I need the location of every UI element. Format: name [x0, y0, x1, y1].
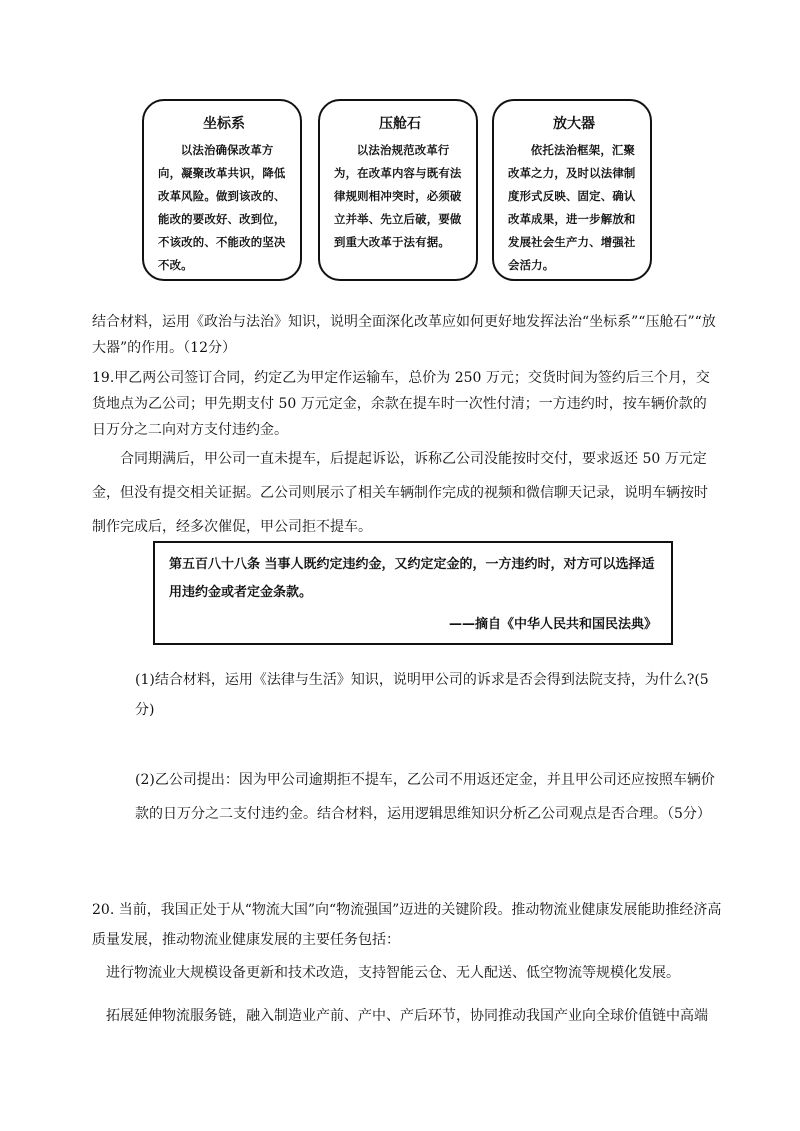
card-coordinate-system	[142, 99, 302, 281]
card-title: 放大器	[553, 116, 595, 132]
card-body: 依托法治框架，汇聚改革之力，及时以法律制度形式反映、固定、确认改革成果，进一步解放和发展社会生产力、增强社会活力。	[508, 143, 636, 272]
card-body: 以法治确保改革方向，凝聚改革共识，降低改革风险。做到该改的、能改的要改好、改到位，不该改的、不能改的坚决不改。	[158, 143, 286, 272]
quote-text: 第五百八十八条 当事人既约定违约金，又约定定金的，一方违约时，对方可以选择适用违约金或者定金条款。	[169, 557, 655, 600]
q19-intro: 19.甲乙两公司签订合同，约定乙为甲定作运输车，总价为 250 万元；交货时间为签约后三个月，交货地点为乙公司；甲先期支付 50 万元定金，余款在提车时一次性付清；一方违约时，按车辆价款的日万分之二向对方支付违约金。	[92, 370, 710, 438]
card-body: 以法治规范改革行为，在改革内容与既有法律规则相冲突时，必须破立并举、先立后破，要做到重大改革于法有据。	[334, 143, 462, 249]
q20-task-line-1: 进行物流业大规模设备更新和技术改造，支持智能云仓、无人配送、低空物流等规模化发展。	[106, 965, 680, 981]
q20-intro: 20. 当前，我国正处于从“物流大国”向“物流强国”迈进的关键阶段。推动物流业健康发展能助推经济高质量发展，推动物流业健康发展的主要任务包括：	[92, 902, 722, 948]
q18-prompt: 结合材料，运用《政治与法治》知识，说明全面深化改革应如何更好地发挥法治“坐标系”“压舱石”“放大器”的作用。（12分）	[92, 314, 716, 356]
card-title: 压舱石	[379, 116, 421, 132]
card-ballast-stone	[318, 99, 478, 281]
q19-sub-question-2: (2)乙公司提出：因为甲公司逾期拒不提车，乙公司不用返还定金，并且甲公司还应按照车辆价款的日万分之二支付违约金。结合材料，运用逻辑思维知识分析乙公司观点是否合理。（5分）	[135, 772, 715, 822]
q19-case-paragraph: 合同期满后，甲公司一直未提车，后提起诉讼，诉称乙公司没能按时交付，要求返还 50 万元定金，但没有提交相关证据。乙公司则展示了相关车辆制作完成的视频和微信聊天记录，说明车辆按时制作完成后，经多次催促，甲公司拒不提车。	[92, 451, 708, 535]
civil-code-quote-box	[153, 541, 673, 645]
card-title: 坐标系	[203, 116, 245, 132]
card-amplifier	[492, 99, 652, 281]
q20-task-line-2: 拓展延伸物流服务链，融入制造业产前、产中、产后环节，协同推动我国产业向全球价值链中高端	[106, 1008, 708, 1024]
quote-source: ——摘自《中华人民共和国民法典》	[448, 617, 657, 632]
q19-sub-question-1: (1)结合材料，运用《法律与生活》知识，说明甲公司的诉求是否会得到法院支持，为什么?(5分)	[135, 672, 709, 718]
